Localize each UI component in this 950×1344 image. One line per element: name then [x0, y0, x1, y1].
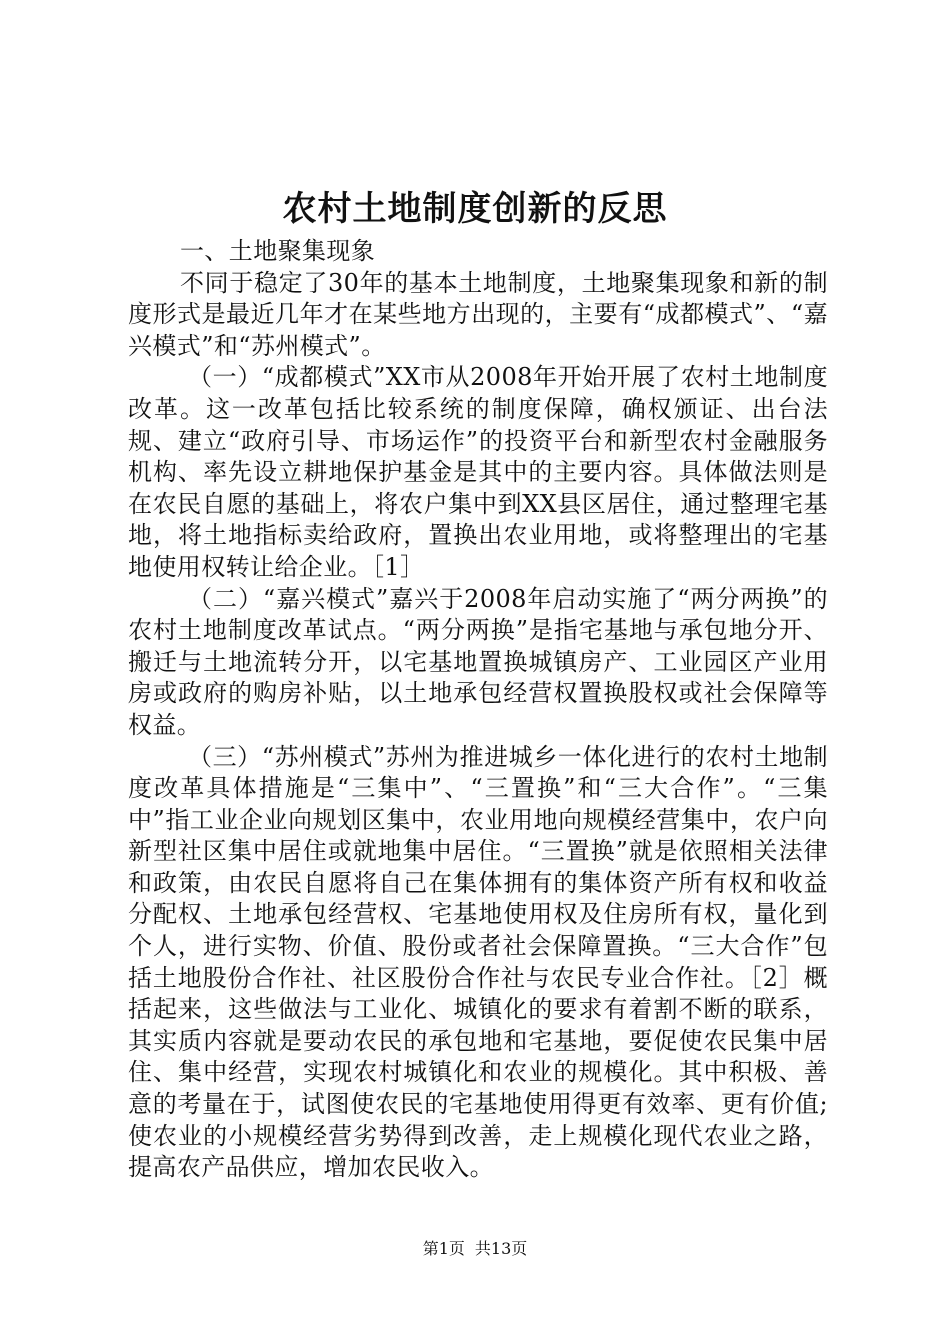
section-heading: 一、土地聚集现象 — [180, 237, 376, 265]
page-total: 共13页 — [474, 1239, 528, 1258]
page-number: 第1页 — [422, 1239, 465, 1258]
paragraph-suzhou-model: （三）“苏州模式”苏州为推进城乡一体化进行的农村土地制度改革具体措施是“三集中”、“三置换”和“三大合作”。“三集中”指工业企业向规划区集中，农业用地向规模经营集中，农户向新型社区集中居住或就地集中居住。“三置换”就是依照相关法律和政策，由农民自愿将自己在集体拥有的集体资产所有权和收益分配权、土地承包经营权、宅基地使用权及住房所有权，量化到个人，进行实物、价值、股份或者社会保障置换。“三大合作”包括土地股份合作社、社区股份合作社与农民专业合作社。［2］概括起来，这些做法与工业化、城镇化的要求有着割不断的联系，其实质内容就是要动农民的承包地和宅基地，要促使农民集中居住、集中经营，实现农村城镇化和农业的规模化。其中积极、善意的考量在于，试图使农民的宅基地使用得更有效率、更有价值;使农业的小规模经营劣势得到改善，走上规模化现代农业之路，提高农产品供应，增加农民收入。 — [128, 742, 828, 1182]
paragraph-jiaxing-model: （二）“嘉兴模式”嘉兴于2008年启动实施了“两分两换”的农村土地制度改革试点。“两分两换”是指宅基地与承包地分开、搬迁与土地流转分开，以宅基地置换城镇房产、工业园区产业用房或政府的购房补贴，以土地承包经营权置换股权或社会保障等权益。 — [128, 584, 828, 739]
paragraph-chengdu-model: （一）“成都模式”XX市从2008年开始开展了农村土地制度改革。这一改革包括比较系统的制度保障，确权颁证、出台法规、建立“政府引导、市场运作”的投资平台和新型农村金融服务机构、率先设立耕地保护基金是其中的主要内容。具体做法则是在农民自愿的基础上，将农户集中到XX县区居住，通过整理宅基地，将土地指标卖给政府，置换出农业用地，或将整理出的宅基地使用权转让给企业。［1］ — [128, 363, 828, 581]
document-body — [128, 236, 828, 1184]
page-footer — [0, 1238, 950, 1260]
paragraph-intro: 不同于稳定了30年的基本土地制度，土地聚集现象和新的制度形式是最近几年才在某些地方出现的，主要有“成都模式”、“嘉兴模式”和“苏州模式”。 — [128, 268, 828, 360]
document-title: 农村土地制度创新的反思 — [282, 189, 668, 229]
